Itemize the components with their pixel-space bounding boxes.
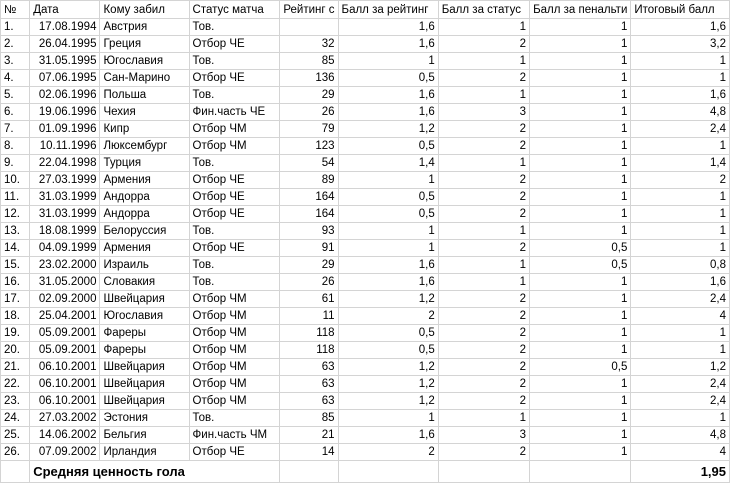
cell-opponent[interactable]: Польша	[100, 87, 189, 104]
cell-date[interactable]: 02.06.1996	[30, 87, 100, 104]
cell-date[interactable]: 02.09.2000	[30, 291, 100, 308]
cell-number[interactable]: 16.	[1, 274, 30, 291]
cell-rating[interactable]: 26	[280, 274, 338, 291]
cell-match-status[interactable]: Тов.	[189, 19, 280, 36]
cell-date[interactable]: 17.08.1994	[30, 19, 100, 36]
cell-number[interactable]: 7.	[1, 121, 30, 138]
table-row	[1, 410, 730, 427]
cell-penalty-score[interactable]: 1	[530, 121, 631, 138]
cell-match-status[interactable]: Отбор ЧЕ	[189, 70, 280, 87]
cell-penalty-score[interactable]: 1	[530, 393, 631, 410]
table-row	[1, 70, 730, 87]
cell-opponent[interactable]: Бельгия	[100, 427, 189, 444]
cell-rating-score[interactable]: 1,6	[338, 19, 438, 36]
cell-number[interactable]: 11.	[1, 189, 30, 206]
cell-number[interactable]: 26.	[1, 444, 30, 461]
cell-date[interactable]: 25.04.2001	[30, 308, 100, 325]
cell-match-status[interactable]: Отбор ЧЕ	[189, 189, 280, 206]
cell-total-score[interactable]: 4	[631, 444, 730, 461]
cell-opponent[interactable]: Армения	[100, 172, 189, 189]
cell-total-score[interactable]: 4	[631, 308, 730, 325]
cell-date[interactable]: 27.03.1999	[30, 172, 100, 189]
cell-rating-score[interactable]: 1,2	[338, 121, 438, 138]
cell-status-score[interactable]: 2	[438, 393, 529, 410]
cell-opponent[interactable]: Кипр	[100, 121, 189, 138]
cell-total-score[interactable]: 1,4	[631, 155, 730, 172]
cell-opponent[interactable]: Армения	[100, 240, 189, 257]
cell-status-score[interactable]: 2	[438, 376, 529, 393]
table-row	[1, 240, 730, 257]
cell-match-status[interactable]: Тов.	[189, 53, 280, 70]
table-row	[1, 172, 730, 189]
summary-empty-cell[interactable]	[1, 461, 30, 483]
cell-status-score[interactable]: 2	[438, 172, 529, 189]
cell-number[interactable]: 19.	[1, 325, 30, 342]
cell-status-score[interactable]: 1	[438, 19, 529, 36]
header-cell-total-score[interactable]: Итоговый балл	[631, 1, 730, 19]
cell-status-score[interactable]: 1	[438, 410, 529, 427]
table-row	[1, 444, 730, 461]
cell-penalty-score[interactable]: 1	[530, 138, 631, 155]
cell-status-score[interactable]: 2	[438, 240, 529, 257]
cell-match-status[interactable]: Фин.часть ЧМ	[189, 427, 280, 444]
table-row	[1, 36, 730, 53]
cell-rating[interactable]: 54	[280, 155, 338, 172]
cell-status-score[interactable]: 2	[438, 70, 529, 87]
cell-penalty-score[interactable]: 1	[530, 308, 631, 325]
cell-status-score[interactable]: 2	[438, 444, 529, 461]
table-row	[1, 104, 730, 121]
cell-date[interactable]: 22.04.1998	[30, 155, 100, 172]
cell-total-score[interactable]: 1	[631, 138, 730, 155]
cell-rating-score[interactable]: 1,6	[338, 257, 438, 274]
cell-rating[interactable]: 63	[280, 376, 338, 393]
cell-opponent[interactable]: Чехия	[100, 104, 189, 121]
cell-status-score[interactable]: 1	[438, 53, 529, 70]
cell-opponent[interactable]: Швейцария	[100, 393, 189, 410]
cell-rating[interactable]: 21	[280, 427, 338, 444]
cell-opponent[interactable]: Греция	[100, 36, 189, 53]
cell-penalty-score[interactable]: 1	[530, 342, 631, 359]
cell-match-status[interactable]: Отбор ЧМ	[189, 393, 280, 410]
cell-total-score[interactable]: 3,2	[631, 36, 730, 53]
cell-status-score[interactable]: 1	[438, 87, 529, 104]
cell-opponent[interactable]: Швейцария	[100, 376, 189, 393]
cell-date[interactable]: 06.10.2001	[30, 393, 100, 410]
cell-total-score[interactable]: 1	[631, 240, 730, 257]
header-cell-penalty-score[interactable]: Балл за пенальти	[530, 1, 631, 19]
cell-total-score[interactable]: 1	[631, 325, 730, 342]
cell-total-score[interactable]: 2,4	[631, 393, 730, 410]
cell-total-score[interactable]: 2,4	[631, 376, 730, 393]
cell-rating-score[interactable]: 0,5	[338, 342, 438, 359]
cell-status-score[interactable]: 3	[438, 427, 529, 444]
cell-total-score[interactable]: 1,6	[631, 19, 730, 36]
cell-rating[interactable]: 118	[280, 325, 338, 342]
cell-date[interactable]: 05.09.2001	[30, 325, 100, 342]
cell-opponent[interactable]: Швейцария	[100, 291, 189, 308]
cell-total-score[interactable]: 0,8	[631, 257, 730, 274]
cell-penalty-score[interactable]: 1	[530, 36, 631, 53]
cell-match-status[interactable]: Тов.	[189, 223, 280, 240]
table-row	[1, 359, 730, 376]
cell-number[interactable]: 9.	[1, 155, 30, 172]
cell-rating[interactable]: 63	[280, 359, 338, 376]
cell-match-status[interactable]: Тов.	[189, 87, 280, 104]
cell-rating[interactable]: 14	[280, 444, 338, 461]
table-row	[1, 223, 730, 240]
cell-match-status[interactable]: Отбор ЧМ	[189, 376, 280, 393]
header-row	[1, 1, 730, 19]
table-row	[1, 189, 730, 206]
summary-value[interactable]: 1,95	[631, 461, 730, 483]
cell-penalty-score[interactable]: 1	[530, 206, 631, 223]
cell-number[interactable]: 20.	[1, 342, 30, 359]
cell-rating[interactable]: 118	[280, 342, 338, 359]
cell-date[interactable]: 18.08.1999	[30, 223, 100, 240]
cell-match-status[interactable]: Тов.	[189, 274, 280, 291]
cell-total-score[interactable]: 1,6	[631, 87, 730, 104]
table-body	[1, 1, 730, 483]
cell-total-score[interactable]: 1	[631, 53, 730, 70]
cell-status-score[interactable]: 2	[438, 291, 529, 308]
cell-rating-score[interactable]: 1,2	[338, 393, 438, 410]
cell-rating-score[interactable]: 1	[338, 240, 438, 257]
cell-date[interactable]: 06.10.2001	[30, 376, 100, 393]
cell-number[interactable]: 17.	[1, 291, 30, 308]
cell-opponent[interactable]: Швейцария	[100, 359, 189, 376]
cell-date[interactable]: 07.06.1995	[30, 70, 100, 87]
header-cell-status-score[interactable]: Балл за статус	[438, 1, 529, 19]
cell-number[interactable]: 25.	[1, 427, 30, 444]
cell-total-score[interactable]: 4,8	[631, 427, 730, 444]
cell-status-score[interactable]: 2	[438, 325, 529, 342]
table-row	[1, 121, 730, 138]
cell-number[interactable]: 2.	[1, 36, 30, 53]
cell-match-status[interactable]: Отбор ЧМ	[189, 359, 280, 376]
cell-total-score[interactable]: 1,6	[631, 274, 730, 291]
cell-match-status[interactable]: Тов.	[189, 155, 280, 172]
cell-status-score[interactable]: 2	[438, 206, 529, 223]
cell-date[interactable]: 05.09.2001	[30, 342, 100, 359]
cell-date[interactable]: 31.05.1995	[30, 53, 100, 70]
cell-status-score[interactable]: 2	[438, 36, 529, 53]
cell-rating-score[interactable]: 1	[338, 172, 438, 189]
cell-date[interactable]: 10.11.1996	[30, 138, 100, 155]
cell-rating[interactable]: 123	[280, 138, 338, 155]
cell-total-score[interactable]: 1	[631, 410, 730, 427]
cell-total-score[interactable]: 1	[631, 70, 730, 87]
cell-total-score[interactable]: 1,2	[631, 359, 730, 376]
cell-rating[interactable]: 85	[280, 53, 338, 70]
cell-number[interactable]: 1.	[1, 19, 30, 36]
cell-date[interactable]: 27.03.2002	[30, 410, 100, 427]
cell-penalty-score[interactable]: 1	[530, 70, 631, 87]
cell-status-score[interactable]: 1	[438, 223, 529, 240]
cell-penalty-score[interactable]: 1	[530, 87, 631, 104]
summary-empty-cell[interactable]	[530, 461, 631, 483]
cell-rating-score[interactable]: 1,6	[338, 36, 438, 53]
header-cell-match-status[interactable]: Статус матча	[189, 1, 280, 19]
cell-rating[interactable]: 29	[280, 87, 338, 104]
summary-empty-cell[interactable]	[438, 461, 529, 483]
cell-penalty-score[interactable]: 1	[530, 104, 631, 121]
cell-status-score[interactable]: 2	[438, 308, 529, 325]
cell-rating-score[interactable]: 2	[338, 444, 438, 461]
cell-opponent[interactable]: Сан-Марино	[100, 70, 189, 87]
cell-rating[interactable]: 164	[280, 206, 338, 223]
summary-label[interactable]: Средняя ценность гола	[30, 461, 280, 483]
cell-penalty-score[interactable]: 1	[530, 410, 631, 427]
cell-match-status[interactable]: Отбор ЧЕ	[189, 206, 280, 223]
cell-date[interactable]: 06.10.2001	[30, 359, 100, 376]
cell-date[interactable]: 01.09.1996	[30, 121, 100, 138]
cell-status-score[interactable]: 3	[438, 104, 529, 121]
cell-number[interactable]: 23.	[1, 393, 30, 410]
cell-rating-score[interactable]: 1,6	[338, 427, 438, 444]
cell-opponent[interactable]: Турция	[100, 155, 189, 172]
header-cell-opponent[interactable]: Кому забил	[100, 1, 189, 19]
cell-match-status[interactable]: Отбор ЧЕ	[189, 172, 280, 189]
cell-rating[interactable]: 79	[280, 121, 338, 138]
cell-number[interactable]: 13.	[1, 223, 30, 240]
cell-penalty-score[interactable]: 1	[530, 189, 631, 206]
cell-rating[interactable]	[280, 19, 338, 36]
table-row	[1, 325, 730, 342]
cell-opponent[interactable]: Белоруссия	[100, 223, 189, 240]
cell-number[interactable]: 4.	[1, 70, 30, 87]
cell-rating[interactable]: 63	[280, 393, 338, 410]
header-cell-number[interactable]: №	[1, 1, 30, 19]
summary-empty-cell[interactable]	[280, 461, 338, 483]
cell-match-status[interactable]: Отбор ЧМ	[189, 342, 280, 359]
table-row	[1, 19, 730, 36]
cell-opponent[interactable]: Эстония	[100, 410, 189, 427]
cell-number[interactable]: 8.	[1, 138, 30, 155]
cell-number[interactable]: 22.	[1, 376, 30, 393]
cell-penalty-score[interactable]: 0,5	[530, 359, 631, 376]
cell-rating-score[interactable]: 0,5	[338, 70, 438, 87]
table-row	[1, 393, 730, 410]
cell-penalty-score[interactable]: 1	[530, 325, 631, 342]
cell-rating[interactable]: 93	[280, 223, 338, 240]
cell-number[interactable]: 6.	[1, 104, 30, 121]
cell-match-status[interactable]: Отбор ЧЕ	[189, 444, 280, 461]
table-row	[1, 138, 730, 155]
cell-total-score[interactable]: 2,4	[631, 291, 730, 308]
header-cell-date[interactable]: Дата	[30, 1, 100, 19]
cell-number[interactable]: 12.	[1, 206, 30, 223]
cell-rating[interactable]: 85	[280, 410, 338, 427]
cell-number[interactable]: 10.	[1, 172, 30, 189]
cell-opponent[interactable]: Ирландия	[100, 444, 189, 461]
header-cell-rating-score[interactable]: Балл за рейтинг	[338, 1, 438, 19]
table-row	[1, 53, 730, 70]
cell-rating-score[interactable]: 1	[338, 223, 438, 240]
cell-penalty-score[interactable]: 1	[530, 19, 631, 36]
cell-total-score[interactable]: 2	[631, 172, 730, 189]
cell-penalty-score[interactable]: 0,5	[530, 257, 631, 274]
cell-opponent[interactable]: Андорра	[100, 189, 189, 206]
cell-penalty-score[interactable]: 1	[530, 427, 631, 444]
cell-date[interactable]: 31.03.1999	[30, 189, 100, 206]
cell-match-status[interactable]: Тов.	[189, 257, 280, 274]
cell-rating-score[interactable]: 1,2	[338, 376, 438, 393]
cell-rating-score[interactable]: 1,6	[338, 274, 438, 291]
table-row	[1, 274, 730, 291]
cell-penalty-score[interactable]: 1	[530, 223, 631, 240]
cell-number[interactable]: 15.	[1, 257, 30, 274]
cell-penalty-score[interactable]: 0,5	[530, 240, 631, 257]
table-row	[1, 87, 730, 104]
cell-rating-score[interactable]: 0,5	[338, 189, 438, 206]
cell-penalty-score[interactable]: 1	[530, 172, 631, 189]
cell-rating[interactable]: 29	[280, 257, 338, 274]
cell-opponent[interactable]: Израиль	[100, 257, 189, 274]
cell-penalty-score[interactable]: 1	[530, 444, 631, 461]
cell-number[interactable]: 3.	[1, 53, 30, 70]
cell-rating[interactable]: 32	[280, 36, 338, 53]
cell-match-status[interactable]: Отбор ЧЕ	[189, 36, 280, 53]
cell-penalty-score[interactable]: 1	[530, 155, 631, 172]
cell-match-status[interactable]: Отбор ЧМ	[189, 291, 280, 308]
cell-total-score[interactable]: 4,8	[631, 104, 730, 121]
table-row	[1, 291, 730, 308]
cell-rating-score[interactable]: 1,2	[338, 359, 438, 376]
cell-rating-score[interactable]: 0,5	[338, 138, 438, 155]
cell-penalty-score[interactable]: 1	[530, 291, 631, 308]
cell-rating[interactable]: 11	[280, 308, 338, 325]
cell-date[interactable]: 19.06.1996	[30, 104, 100, 121]
cell-opponent[interactable]: Австрия	[100, 19, 189, 36]
cell-rating[interactable]: 91	[280, 240, 338, 257]
cell-match-status[interactable]: Отбор ЧМ	[189, 138, 280, 155]
cell-rating-score[interactable]: 1,4	[338, 155, 438, 172]
table-row	[1, 155, 730, 172]
table-row	[1, 206, 730, 223]
cell-date[interactable]: 04.09.1999	[30, 240, 100, 257]
cell-rating-score[interactable]: 0,5	[338, 206, 438, 223]
summary-row	[1, 461, 730, 483]
cell-status-score[interactable]: 2	[438, 342, 529, 359]
cell-penalty-score[interactable]: 1	[530, 376, 631, 393]
cell-status-score[interactable]: 2	[438, 359, 529, 376]
cell-opponent[interactable]: Югославия	[100, 308, 189, 325]
cell-date[interactable]: 31.03.1999	[30, 206, 100, 223]
cell-opponent[interactable]: Фареры	[100, 342, 189, 359]
table-row	[1, 427, 730, 444]
cell-penalty-score[interactable]: 1	[530, 53, 631, 70]
cell-rating-score[interactable]: 1	[338, 53, 438, 70]
cell-total-score[interactable]: 1	[631, 342, 730, 359]
cell-status-score[interactable]: 1	[438, 257, 529, 274]
cell-opponent[interactable]: Югославия	[100, 53, 189, 70]
cell-opponent[interactable]: Словакия	[100, 274, 189, 291]
cell-rating-score[interactable]: 1,6	[338, 104, 438, 121]
cell-rating[interactable]: 26	[280, 104, 338, 121]
cell-date[interactable]: 07.09.2002	[30, 444, 100, 461]
cell-date[interactable]: 31.05.2000	[30, 274, 100, 291]
table-row	[1, 342, 730, 359]
cell-rating-score[interactable]: 1,2	[338, 291, 438, 308]
cell-rating[interactable]: 61	[280, 291, 338, 308]
cell-status-score[interactable]: 1	[438, 274, 529, 291]
cell-rating-score[interactable]: 0,5	[338, 325, 438, 342]
table-row	[1, 257, 730, 274]
cell-date[interactable]: 23.02.2000	[30, 257, 100, 274]
cell-total-score[interactable]: 1	[631, 206, 730, 223]
cell-rating[interactable]: 89	[280, 172, 338, 189]
cell-match-status[interactable]: Тов.	[189, 410, 280, 427]
cell-number[interactable]: 18.	[1, 308, 30, 325]
table-row	[1, 376, 730, 393]
cell-rating-score[interactable]: 2	[338, 308, 438, 325]
cell-status-score[interactable]: 2	[438, 189, 529, 206]
cell-match-status[interactable]: Отбор ЧМ	[189, 325, 280, 342]
cell-number[interactable]: 5.	[1, 87, 30, 104]
cell-opponent[interactable]: Люксембург	[100, 138, 189, 155]
cell-rating[interactable]: 136	[280, 70, 338, 87]
cell-match-status[interactable]: Отбор ЧМ	[189, 121, 280, 138]
cell-status-score[interactable]: 2	[438, 121, 529, 138]
cell-number[interactable]: 21.	[1, 359, 30, 376]
cell-match-status[interactable]: Отбор ЧЕ	[189, 240, 280, 257]
cell-opponent[interactable]: Андорра	[100, 206, 189, 223]
table-row	[1, 308, 730, 325]
cell-opponent[interactable]: Фареры	[100, 325, 189, 342]
cell-match-status[interactable]: Отбор ЧМ	[189, 308, 280, 325]
cell-rating-score[interactable]: 1,6	[338, 87, 438, 104]
summary-empty-cell[interactable]	[338, 461, 438, 483]
cell-total-score[interactable]: 1	[631, 189, 730, 206]
cell-number[interactable]: 14.	[1, 240, 30, 257]
cell-total-score[interactable]: 2,4	[631, 121, 730, 138]
cell-date[interactable]: 14.06.2002	[30, 427, 100, 444]
cell-rating[interactable]: 164	[280, 189, 338, 206]
cell-date[interactable]: 26.04.1995	[30, 36, 100, 53]
header-cell-rating[interactable]: Рейтинг с	[280, 1, 338, 19]
cell-total-score[interactable]: 1	[631, 223, 730, 240]
cell-status-score[interactable]: 1	[438, 155, 529, 172]
cell-rating-score[interactable]: 1	[338, 410, 438, 427]
cell-number[interactable]: 24.	[1, 410, 30, 427]
cell-penalty-score[interactable]: 1	[530, 274, 631, 291]
cell-match-status[interactable]: Фин.часть ЧЕ	[189, 104, 280, 121]
cell-status-score[interactable]: 2	[438, 138, 529, 155]
